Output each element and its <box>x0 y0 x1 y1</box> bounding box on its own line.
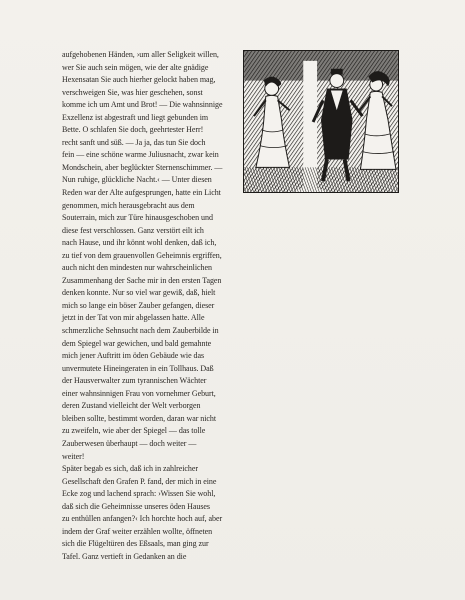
text-line: fein — eine schöne warme Juliusnacht, zwar kein <box>62 150 219 160</box>
text-line: mich so lange ein böser Zauber gefangen, dieser <box>62 300 215 310</box>
text-line: Ecke zog und lachend sprach: ›Wissen Sie wohl, <box>62 489 216 499</box>
text-line: recht sanft und süß. — Ja ja, das tun Sie doch <box>62 137 206 147</box>
text-column <box>62 49 238 563</box>
text-line: denken konnte. Nur so viel war gewiß, daß, hielt <box>62 288 216 298</box>
text-line: weiter! <box>62 451 85 461</box>
text-line: Bette. O schlafen Sie doch, geehrtester Herr! <box>62 125 204 135</box>
text-line: schmerzliche Sehnsucht nach dem Zauberbilde in <box>62 326 219 336</box>
text-line: zu tief von dem grauenvollen Geheimnis ergriffen, <box>62 250 222 260</box>
text-line: unvermutete Hineingeraten in ein Tollhaus. Daß <box>62 363 214 373</box>
text-line: der Hausverwalter zum tyrannischen Wächter <box>62 376 207 386</box>
text-line: jetzt in der Tat von mir abgelassen hatte. Alle <box>62 313 205 323</box>
text-line: daß sich die Geheimnisse unseres öden Hauses <box>62 501 210 511</box>
text-line: Zauberwesen überhaupt — doch weiter — <box>62 438 197 448</box>
text-line: diese fest verschlossen. Ganz verstört eilt ich <box>62 225 204 235</box>
text-line: aufgehobenen Händen, ›um aller Seligkeit willen, <box>62 50 219 59</box>
text-line: komme ich um Amt und Brot! — Die wahnsinnige <box>62 100 223 110</box>
text-line: deren Zustand vielleicht der Welt verborgen <box>62 401 201 411</box>
illustration-artwork <box>244 51 398 192</box>
text-line: Souterrain, mich zur Türe hinausgeschoben und <box>62 213 213 223</box>
text-line: zu zweifeln, wie aber der Spiegel — das tolle <box>62 426 206 436</box>
text-line: Gesellschaft den Grafen P. fand, der mich in eine <box>62 476 217 486</box>
text-line: dem Spiegel war gewichen, und bald gemahnte <box>62 338 212 348</box>
text-line: bleiben sollte, bestimmt worden, daran war nicht <box>62 413 217 423</box>
text-line: wer Sie auch sein mögen, wie der alte gnädige <box>62 62 209 72</box>
text-line: auch nicht den mindesten nur wahrscheinlichen <box>62 263 212 273</box>
text-line: verschweigen Sie, was hier geschehen, sonst <box>62 87 203 97</box>
text-line: Zusammenhang der Sache mir in den ersten Tagen <box>62 275 222 285</box>
text-line: zu enthüllen anfangen?‹ Ich horchte hoch auf, aber <box>62 514 223 524</box>
text-line: mich jener Auftritt im öden Gebäude wie das <box>62 351 205 361</box>
text-line: sich die Flügeltüren des Eßsaals, man ging zur <box>62 539 209 549</box>
text-line: Später begab es sich, daß ich in zahlreicher <box>62 464 198 474</box>
text-line: genommen, mich herausgebracht aus dem <box>62 200 195 210</box>
text-line: nach Hause, und ihr könnt wohl denken, daß ich, <box>62 238 217 248</box>
text-line: Nun ruhige, glückliche Nacht.‹ — Unter diesen <box>62 175 212 185</box>
text-line: Mondschein, aber beglückter Sternenschimmer. — <box>62 162 223 172</box>
text-line: Exzellenz ist abgestraft und liegt gebunden im <box>62 112 209 122</box>
text-line: einer wahnsinnigen Frau von vornehmer Geburt, <box>62 388 216 398</box>
text-line: Reden war der Alte aufgesprungen, hatte ein Licht <box>62 188 221 198</box>
text-line: Tafel. Ganz vertieft in Gedanken an die <box>62 551 187 561</box>
text-line: Hexensatan Sie auch hierher gelockt haben mag, <box>62 75 216 85</box>
text-line: indem der Graf weiter erzählen wollte, öffneten <box>62 526 213 536</box>
woodcut-illustration <box>243 50 399 193</box>
